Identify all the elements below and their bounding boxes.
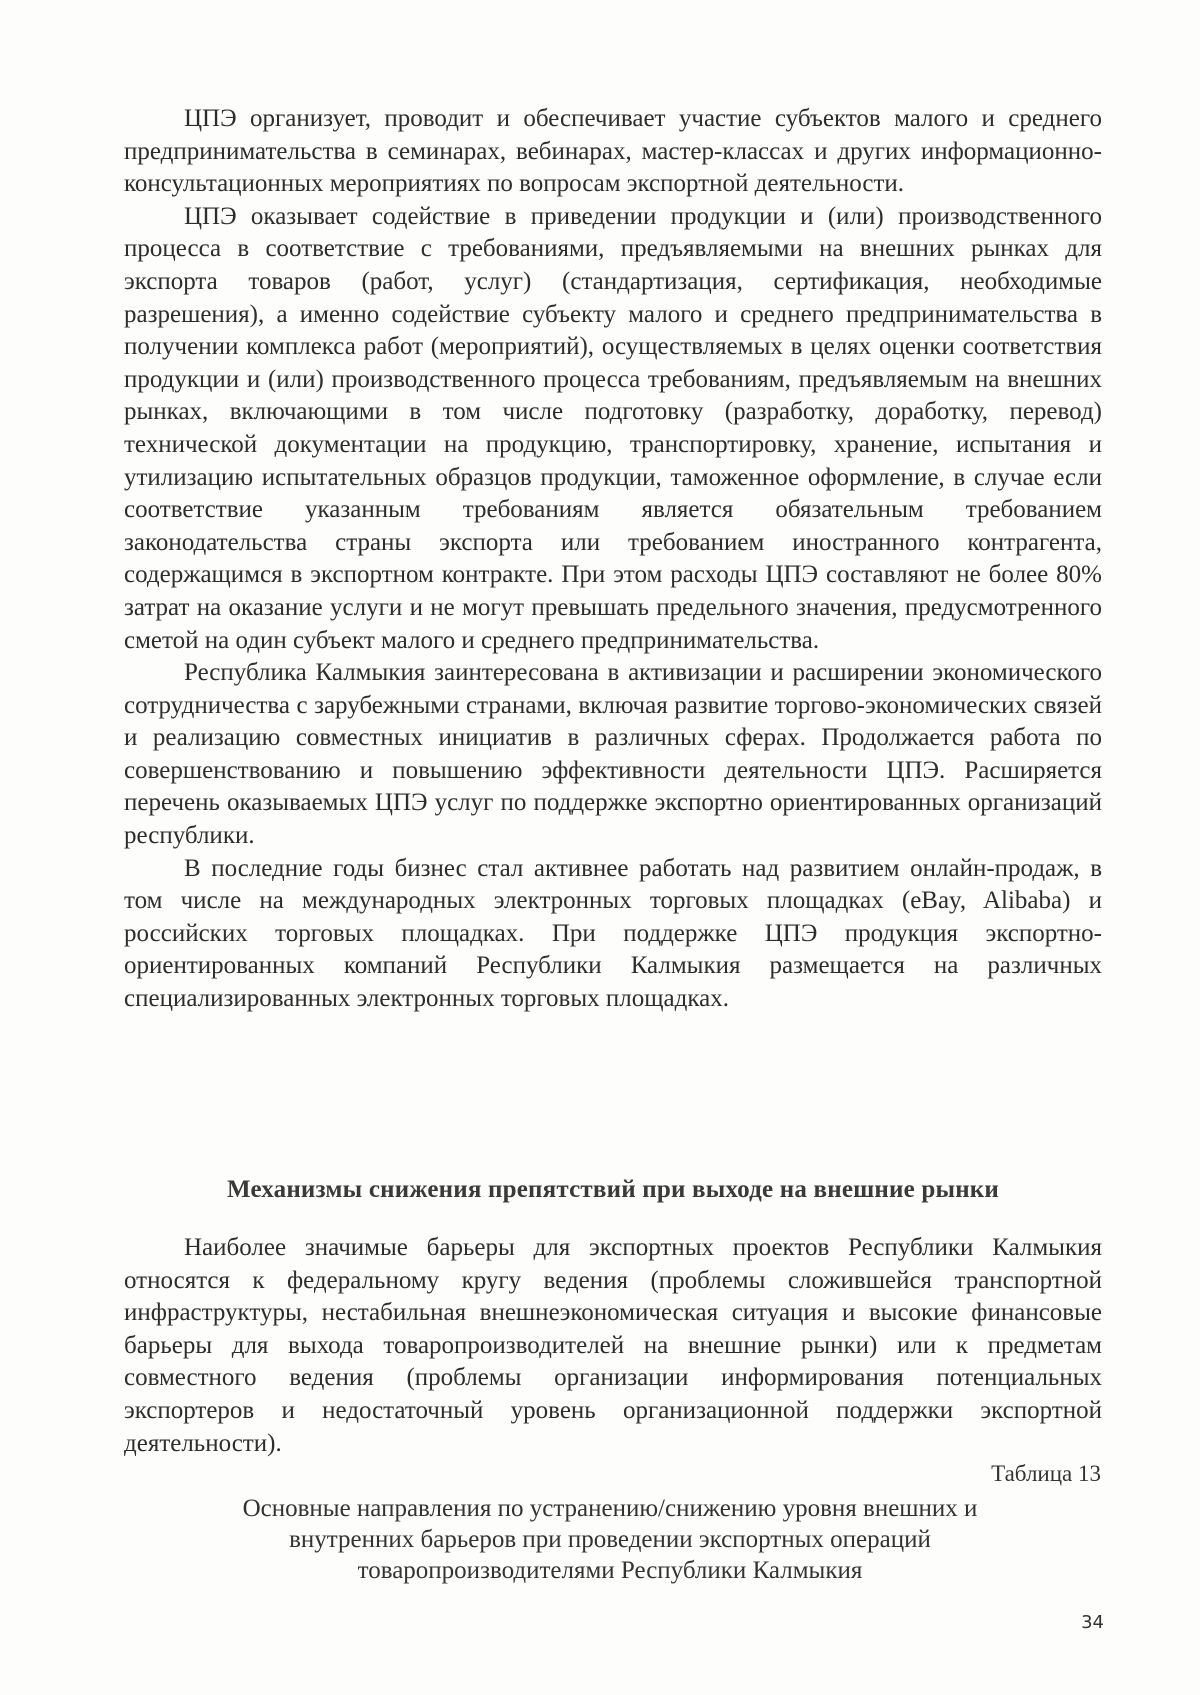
paragraph-kalmykia-cooperation: Республика Калмыкия заинтересована в активизации и расширении экономического сотрудничества с зарубежными странами, включая развитие торгово-экономических связей и реализацию совместных инициатив в различных сферах. Продолжается работа по совершенствованию и повышению эффективности деятельности ЦПЭ. Расширяется перечень оказываемых ЦПЭ услуг по поддержке экспортно ориентированных организаций республики. (124, 659, 1102, 850)
body-text-bottom (124, 1232, 1102, 1460)
paragraph-cpe-events: ЦПЭ организует, проводит и обеспечивает участие субъектов малого и среднего предпринимательства в семинарах, вебинарах, мастер-классах и других информационно-консультационных мероприятиях по вопросам экспортной деятельности. (124, 105, 1102, 198)
table-caption-line: внутренних барьеров при проведении экспортных операций (289, 1526, 931, 1553)
paragraph-cpe-certification: ЦПЭ оказывает содействие в приведении продукции и (или) производственного процесса в соответствие с требованиями, предъявляемыми на внешних рынках для экспорта товаров (работ, услуг) (стандартизация, сертификация, необходимые разрешения), а именно содействие субъекту малого и среднего предпринимательства в получении комплекса работ (мероприятий), осуществляемых в целях оценки соответствия продукции и (или) производственного процесса требованиям, предъявляемым на внешних рынках, включающими в том числе подготовку (разработку, доработку, перевод) технической документации на продукцию, транспортировку, хранение, испытания и утилизацию испытательных образцов продукции, таможенное оформление, в случае если соответствие указанным требованиям является обязательным требованием законодательства страны экспорта или требованием иностранного контрагента, содержащимся в экспортном контракте. При этом расходы ЦПЭ составляют не более 80% затрат на оказание услуги и не могут превышать предельного значения, предусмотренного сметой на один субъект малого и среднего предпринимательства. (124, 202, 1102, 654)
table-label: Таблица 13 (991, 1461, 1101, 1486)
page-number: 34 (1081, 1612, 1104, 1633)
section-heading: Механизмы снижения препятствий при выходе на внешние рынки (226, 1176, 1000, 1203)
table-caption-line: товаропроизводителями Республики Калмыкия (357, 1557, 863, 1584)
table-caption-line: Основные направления по устранению/снижению уровня внешних и (242, 1495, 978, 1522)
paragraph-online-sales: В последние годы бизнес стал активнее работать над развитием онлайн-продаж, в том числе на международных электронных торговых площадках (eBay, Alibaba) и российских торговых площадках. При поддержке ЦПЭ продукция экспортно-ориентированных компаний Республики Калмыкия размещается на различных специализированных электронных торговых площадках. (124, 854, 1102, 1013)
body-text-top (124, 103, 1102, 1016)
paragraph-barriers: Наиболее значимые барьеры для экспортных проектов Республики Калмыкия относятся к федеральному кругу ведения (проблемы сложившейся транспортной инфраструктуры, нестабильная внешнеэкономическая ситуация и высокие финансовые барьеры для выхода товаропроизводителей на внешние рынки) или к предметам совместного ведения (проблемы организации информирования потенциальных экспортеров и недостаточный уровень организационной поддержки экспортной деятельности). (124, 1234, 1102, 1457)
table-caption (200, 1493, 1020, 1586)
